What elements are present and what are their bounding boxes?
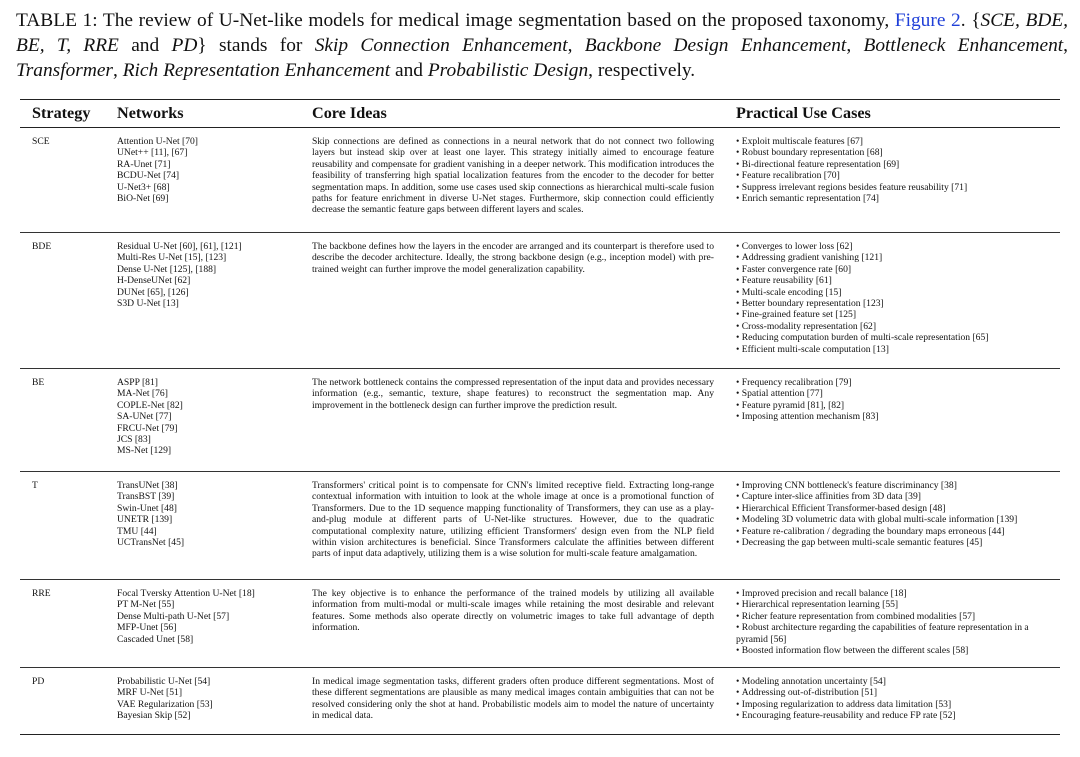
table-row [20,369,1060,472]
use-case-item: • Bi-directional feature representation [69] [736,159,1058,170]
use-case-item: • Converges to lower loss [62] [736,241,1058,252]
network-name: COPLE-Net [82] [117,399,183,411]
caption-sep-4: , [112,60,123,81]
networks-cell [115,128,310,233]
network-name: DUNet [65], [126] [117,286,189,298]
figure-2-link[interactable]: Figure 2 [894,10,961,31]
network-name: U-Net3+ [68] [117,181,170,193]
table-caption [16,8,1068,83]
network-name: BiO-Net [69] [117,193,169,205]
caption-text-1: TABLE 1: The review of U-Net-like models for medical image segmentation based on the proposed taxonomy, [16,10,895,31]
network-name: Dense U-Net [125], [188] [117,263,217,275]
caption-t: Transformer [16,60,113,81]
use-case-item: • Feature reusability [61] [736,275,1058,286]
network-name: UNETR [139] [117,514,173,526]
use-case-item: • Boosted information flow between the different scales [58] [736,645,1058,656]
use-case-item: • Feature recalibration [70] [736,170,1058,181]
network-name: Probabilistic U-Net [54] [117,676,211,687]
caption-text-2: . { [960,10,981,31]
caption-text-6: , respectively. [588,60,696,81]
header-networks: Networks [115,100,310,128]
table-row [20,472,1060,580]
core-idea-cell: The network bottleneck contains the compressed representation of the input data and provides necessary information (e.g., semantic, texture, shape features) to reconstruct the segmentation map. Any improvement in the bottleneck design can further improve the prediction result. [310,369,734,472]
header-strategy: Strategy [20,100,115,128]
table-row [20,233,1060,369]
use-case-item: • Enrich semantic representation [74] [736,193,1058,204]
caption-abbr-pd: PD [171,35,198,56]
network-name: MRF U-Net [51] [117,687,183,699]
table-row [20,580,1060,668]
network-name: PT M-Net [55] [117,599,175,611]
table-row [20,128,1060,233]
core-idea-cell: Transformers' critical point is to compensate for CNN's limited receptive field. Extracting long-range contextual information with intuition to look at the whole image at once is a promotional function of Transformers. Due to the 1D sequence mapping functionality of Transformers, they can use as a play-and-plug module at different parts of U-Net-like structures. However, due to the quadratic computational complexity nature, utilizing efficient Transformers' design even from the NLP field within vision architectures is beneficial. Since Transformers calculate the affinities between different parts of input data adaptively, utilizing them is a wise solution for multi-scale feature amalgamation. [310,472,734,580]
network-name: Cascaded Unet [58] [117,633,194,645]
use-case-item: • Decreasing the gap between multi-scale semantic features [45] [736,537,1058,548]
caption-abbr-list: SCE, BDE, BE, T, RRE [16,10,1069,56]
caption-sce: Skip Connection Enhancement [314,35,568,56]
network-name: UNet++ [11], [67] [117,147,188,159]
network-name: Bayesian Skip [52] [117,710,191,722]
network-name: Multi-Res U-Net [15], [123] [117,252,227,264]
caption-bde: Backbone Design Enhancement [584,35,847,56]
use-case-item: • Faster convergence rate [60] [736,264,1058,275]
use-case-item: • Efficient multi-scale computation [13] [736,344,1058,355]
use-cases-cell [734,369,1060,472]
use-cases-cell [734,472,1060,580]
use-case-item: • Robust boundary representation [68] [736,147,1058,158]
use-case-item: • Modeling annotation uncertainty [54] [736,676,1058,687]
networks-cell [115,668,310,735]
use-case-item: • Reducing computation burden of multi-scale representation [65] [736,332,1058,343]
use-case-item: • Richer feature representation from combined modalities [57] [736,611,1058,622]
caption-rre: Rich Representation Enhancement [122,60,391,81]
caption-sep-3: , [1063,35,1069,56]
use-cases-cell [734,580,1060,668]
strategy-cell: BE [20,369,115,472]
header-row [20,100,1060,128]
networks-cell [115,233,310,369]
network-name: ASPP [81] [117,377,158,388]
network-name: MFP-Unet [56] [117,622,177,634]
network-name: H-DenseUNet [62] [117,275,191,287]
core-idea-cell: The key objective is to enhance the performance of the trained models by utilizing all available information from multi-modal or multi-scale images while retaining the most desirable and relevant features. Some methods also operate directly on volumetric images to take full advantage of depth information. [310,580,734,668]
use-case-item: • Spatial attention [77] [736,388,1058,399]
networks-cell [115,472,310,580]
use-case-item: • Feature pyramid [81], [82] [736,400,1058,411]
network-name: Residual U-Net [60], [61], [121] [117,241,242,252]
caption-pd: Probabilistic Design [427,60,589,81]
network-name: TMU [44] [117,525,157,537]
use-cases-cell [734,233,1060,369]
table-row [20,668,1060,735]
network-name: Attention U-Net [70] [117,136,198,147]
use-case-item: • Frequency recalibration [79] [736,377,1058,388]
table-body [20,128,1060,735]
use-case-item: • Cross-modality representation [62] [736,321,1058,332]
use-case-item: • Modeling 3D volumetric data with global multi-scale information [139] [736,514,1058,525]
caption-text-4: } stands for [197,35,315,56]
networks-cell [115,369,310,472]
network-name: UCTransNet [45] [117,537,185,549]
use-case-item: • Fine-grained feature set [125] [736,309,1058,320]
use-case-item: • Encouraging feature-reusability and reduce FP rate [52] [736,710,1058,721]
network-name: SA-UNet [77] [117,411,172,423]
review-table [20,99,1060,735]
use-case-item: • Hierarchical representation learning [55] [736,599,1058,610]
network-name: Dense Multi-path U-Net [57] [117,610,230,622]
use-case-item: • Hierarchical Efficient Transformer-based design [48] [736,503,1058,514]
caption-sep-1: , [567,35,585,56]
strategy-cell: RRE [20,580,115,668]
use-case-item: • Addressing out-of-distribution [51] [736,687,1058,698]
caption-be: Bottleneck Enhancement [863,35,1064,56]
use-case-item: • Multi-scale encoding [15] [736,287,1058,298]
network-name: Focal Tversky Attention U-Net [18] [117,588,255,599]
network-name: BCDU-Net [74] [117,170,180,182]
strategy-cell: BDE [20,233,115,369]
caption-sep-2: , [846,35,864,56]
network-name: RA-Unet [71] [117,158,171,170]
network-name: MS-Net [129] [117,445,172,457]
header-use-cases: Practical Use Cases [734,100,1060,128]
core-idea-cell: Skip connections are defined as connections in a neural network that do not connect two following layers but instead skip over at least one layer. This strategy initially aimed to encourage feature reusability and compensate for gradient vanishing in a deeper network. This modification introduces the feasibility of transferring high spatial localization features from the encoder to the decoder for better segmentation maps. In addition, some use cases used skip connections as hierarchical multi-scale fusion paths for feature enrichment in diverse U-Net stages. Furthermore, skip connection could efficiently decrease the semantic feature gaps between different layers and scales. [310,128,734,233]
network-name: FRCU-Net [79] [117,422,178,434]
use-case-item: • Improved precision and recall balance [18] [736,588,1058,599]
use-case-item: • Imposing regularization to address data limitation [53] [736,699,1058,710]
use-cases-cell [734,668,1060,735]
networks-cell [115,580,310,668]
use-case-item: • Improving CNN bottleneck's feature discriminancy [38] [736,480,1058,491]
network-name: VAE Regularization [53] [117,698,213,710]
network-name: S3D U-Net [13] [117,298,179,310]
use-case-item: • Suppress irrelevant regions besides feature reusability [71] [736,182,1058,193]
header-core-ideas: Core Ideas [310,100,734,128]
use-case-item: • Capture inter-slice affinities from 3D data [39] [736,491,1058,502]
strategy-cell: T [20,472,115,580]
strategy-cell: SCE [20,128,115,233]
use-case-item: • Feature re-calibration / degrading the boundary maps erroneous [44] [736,526,1058,537]
use-case-item: • Exploit multiscale features [67] [736,136,1058,147]
network-name: JCS [83] [117,434,151,446]
caption-text-5: and [390,60,428,81]
network-name: TransBST [39] [117,491,175,503]
core-idea-cell: In medical image segmentation tasks, different graders often produce different segmentations. Most of these different segmentations are plausible as many medical images contain ambiguities that can not be resolved considering only the shot at hand. Probabilistic models aim to model the nature of uncertainty in medical data. [310,668,734,735]
use-case-item: • Robust architecture regarding the capabilities of feature representation in a pyramid [56] [736,622,1058,645]
network-name: Swin-Unet [48] [117,502,177,514]
strategy-cell: PD [20,668,115,735]
use-case-item: • Better boundary representation [123] [736,298,1058,309]
core-idea-cell: The backbone defines how the layers in the encoder are arranged and its counterpart is therefore used to describe the decoder architecture. Ideally, the strong backbone design (e.g., inception model) with pre-trained weight can further improve the model generalization capability. [310,233,734,369]
use-case-item: • Imposing attention mechanism [83] [736,411,1058,422]
use-case-item: • Addressing gradient vanishing [121] [736,252,1058,263]
network-name: MA-Net [76] [117,388,168,400]
caption-text-3: and [118,35,172,56]
use-cases-cell [734,128,1060,233]
network-name: TransUNet [38] [117,480,178,491]
